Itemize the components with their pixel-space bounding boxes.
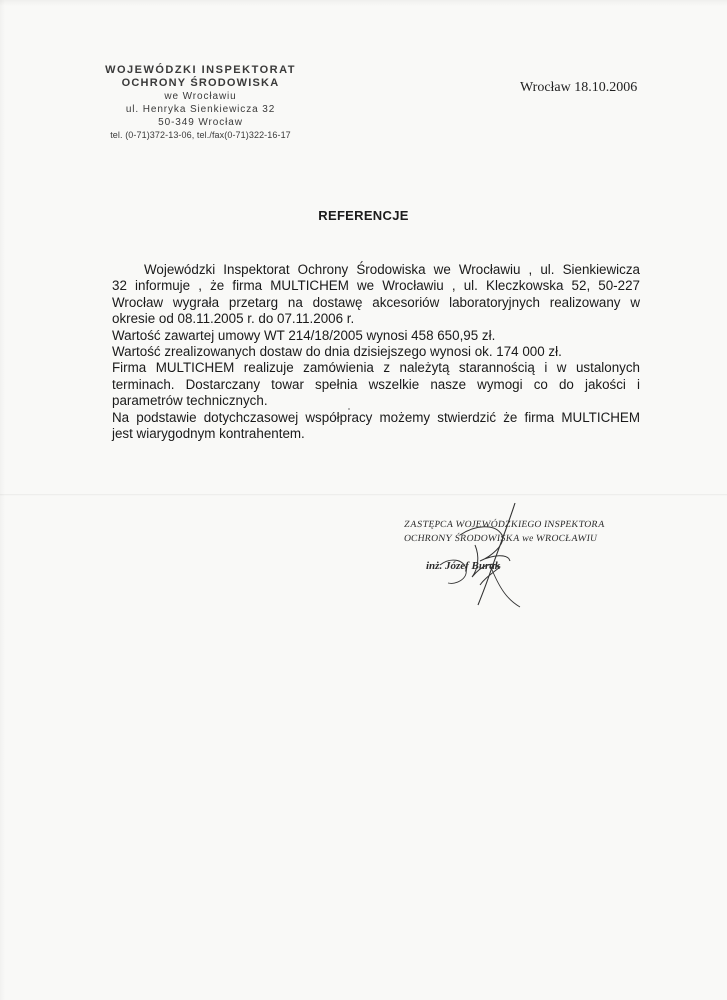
- body-line: Firma MULTICHEM realizuje zamówienia z należytą starannością i w ustalonych: [112, 360, 640, 376]
- handwritten-signature: [420, 495, 560, 615]
- body-line: Na podstawie dotychczasowej współpracy możemy stwierdzić że firma MULTICHEM: [112, 409, 640, 425]
- sender-phone: tel. (0-71)372-13-06, tel./fax(0-71)322-16-17: [110, 130, 291, 140]
- letter-date: Wrocław 18.10.2006: [520, 80, 638, 95]
- sender-name-line2: OCHRONY ŚRODOWISKA: [121, 77, 280, 89]
- sender-city: we Wrocławiu: [164, 91, 237, 102]
- body-line: Wrocław wygrała przetarg na dostawę akcesoriów laboratoryjnych realizowany w: [112, 294, 640, 310]
- sender-street: ul. Henryka Sienkiewicza 32: [125, 104, 276, 115]
- sender-letterhead: [88, 64, 313, 142]
- body-line: Wartość zawartej umowy WT 214/18/2005 wynosi 458 650,95 zł.: [112, 327, 496, 343]
- body-line: Wojewódzki Inspektorat Ochrony Środowiska we Wrocławiu , ul. Sienkiewicza: [144, 262, 640, 277]
- letter-title: REFERENCJE: [318, 208, 409, 223]
- body-line: 32 informuje , że firma MULTICHEM we Wrocławiu , ul. Kleczkowska 52, 50-227: [112, 278, 640, 294]
- paper-fold: [0, 494, 727, 496]
- stamp-signatory: inż. Józef Burak: [426, 560, 501, 572]
- body-line: okresie od 08.11.2005 r. do 07.11.2006 r.: [112, 311, 355, 327]
- body-line: terminach. Dostarczany towar spełnia wszelkie nasze wymogi co do jakości i: [112, 376, 640, 392]
- sender-name-line1: WOJEWÓDZKI INSPEKTORAT: [105, 64, 296, 76]
- body-line: Wartość zrealizowanych dostaw do dnia dzisiejszego wynosi ok. 174 000 zł.: [112, 344, 562, 360]
- letter-body: [112, 262, 640, 442]
- paper-speck: [348, 408, 350, 410]
- sender-postcode: 50-349 Wrocław: [158, 117, 243, 128]
- stamp-line2: OCHRONY ŚRODOWISKA we WROCŁAWIU: [403, 534, 598, 544]
- body-line: parametrów technicznych.: [112, 393, 268, 409]
- stamp-line1: ZASTĘPCA WOJEWÓDZKIEGO INSPEKTORA: [403, 520, 606, 530]
- body-line: jest wiarygodnym kontrahentem.: [112, 426, 305, 442]
